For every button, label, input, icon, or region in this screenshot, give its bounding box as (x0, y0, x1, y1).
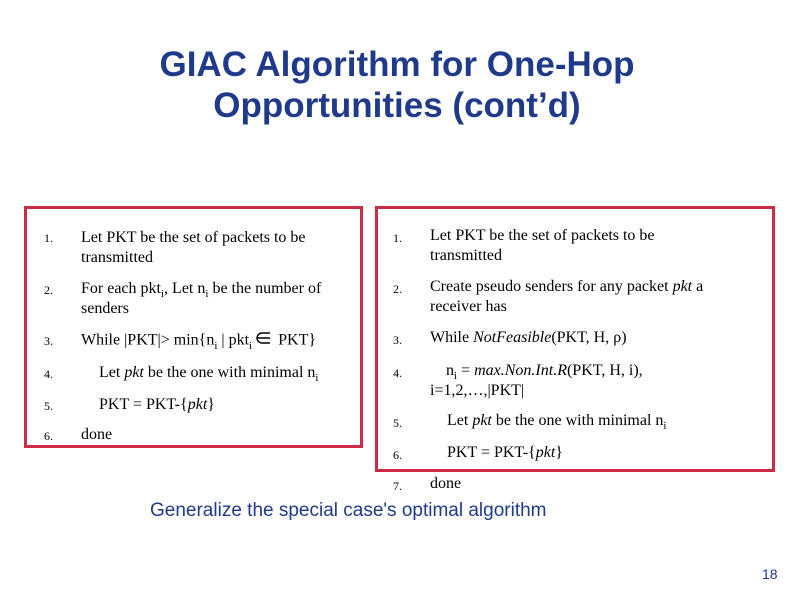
right-step-1 (430, 226, 655, 266)
left-step-4-subscript: i (315, 372, 319, 385)
slide-caption: Generalize the special case's optimal algorithm (150, 500, 547, 521)
right-step-1-number: 1. (393, 231, 402, 245)
left-step-5-pkt: pkt (187, 396, 208, 413)
left-step-2-subscript-1: i (160, 288, 165, 301)
right-step-4-text-a: n (446, 362, 454, 379)
right-step-6-number: 6. (393, 448, 402, 462)
left-step-5 (99, 395, 215, 415)
left-step-6-number: 6. (44, 429, 53, 443)
right-step-5-pkt: pkt (472, 412, 492, 429)
right-step-1-line-1: Let PKT be the set of packets to be (430, 227, 655, 244)
page-number: 18 (762, 566, 778, 582)
right-step-3-notfeasible: NotFeasible (473, 329, 552, 346)
left-step-2-text-b: , Let n (164, 280, 206, 297)
right-step-2-text-a: Create pseudo senders for any packet (430, 278, 673, 295)
slide-title (0, 44, 794, 126)
left-step-3-text-c: PKT} (274, 331, 317, 349)
left-step-2-subscript-2: i (205, 288, 209, 301)
left-step-2-text-c: be the number of (208, 280, 322, 297)
left-step-4-number: 4. (44, 367, 53, 381)
left-step-1-number: 1. (44, 231, 53, 245)
right-step-2-number: 2. (393, 282, 402, 296)
right-step-5-text-a: Let (447, 412, 473, 429)
right-step-4-function: max.Non.Int.R (474, 362, 567, 379)
right-step-3 (430, 328, 627, 348)
right-step-4-line-2: i=1,2,…,|PKT| (430, 382, 525, 399)
right-step-1-line-2: transmitted (430, 247, 502, 264)
right-step-4-number: 4. (393, 366, 402, 380)
right-step-4-subscript: i (454, 370, 458, 383)
right-step-6 (447, 443, 563, 463)
left-step-4-text-b: be the one with minimal n (143, 364, 316, 381)
left-step-3-subscript-1: i (214, 339, 218, 352)
right-step-3-text-b: (PKT, H, ρ) (551, 329, 627, 346)
left-step-1-line-1: Let PKT be the set of packets to be (81, 229, 306, 246)
right-step-2-text-b: a (692, 278, 704, 295)
left-step-2-line-1 (81, 279, 321, 299)
title-line-1: GIAC Algorithm for One-Hop (159, 45, 635, 84)
right-step-3-text-a: While (430, 329, 474, 346)
right-step-5 (447, 411, 666, 431)
left-step-2-line-2: senders (81, 300, 129, 317)
right-step-4-line-1 (430, 361, 643, 381)
left-step-3 (81, 330, 316, 352)
left-step-4-text-a: Let (99, 364, 125, 381)
right-step-2 (430, 277, 703, 317)
left-step-5-number: 5. (44, 399, 53, 413)
element-of-icon (254, 330, 272, 352)
left-step-3-number: 3. (44, 334, 53, 348)
left-step-5-text-b: } (207, 396, 215, 413)
right-step-4 (430, 361, 643, 401)
right-step-2-line-2: receiver has (430, 298, 507, 315)
left-step-5-text-a: PKT = PKT-{ (99, 396, 188, 413)
left-step-2-number: 2. (44, 283, 53, 297)
right-step-5-subscript: i (663, 420, 667, 433)
left-step-1-line-2: transmitted (81, 249, 153, 266)
right-step-4-text-c: (PKT, H, i), (566, 362, 643, 379)
left-step-1 (81, 228, 306, 268)
right-step-3-number: 3. (393, 333, 402, 347)
right-step-4-text-b: = (457, 362, 475, 379)
left-step-3-text-a: While |PKT|> min{n (81, 331, 215, 349)
right-step-5-text-b: be the one with minimal n (491, 412, 664, 429)
right-step-7: done (430, 475, 462, 492)
right-step-2-pkt: pkt (672, 278, 693, 295)
left-step-2-text-a: For each pkt (81, 280, 161, 297)
title-line-2: Opportunities (cont’d) (213, 86, 581, 125)
right-step-2-line-1 (430, 277, 703, 297)
left-step-2 (81, 279, 321, 319)
left-step-3-text-b: | pkt (217, 331, 250, 349)
right-step-7-number: 7. (393, 479, 402, 493)
left-step-3-subscript-2: i (249, 339, 253, 352)
right-step-6-text-a: PKT = PKT-{ (447, 444, 536, 461)
left-step-4 (99, 363, 318, 383)
left-step-6: done (81, 426, 113, 443)
right-step-6-pkt: pkt (535, 444, 556, 461)
left-step-4-pkt: pkt (124, 364, 144, 381)
right-step-6-text-b: } (555, 444, 563, 461)
right-step-5-number: 5. (393, 416, 402, 430)
